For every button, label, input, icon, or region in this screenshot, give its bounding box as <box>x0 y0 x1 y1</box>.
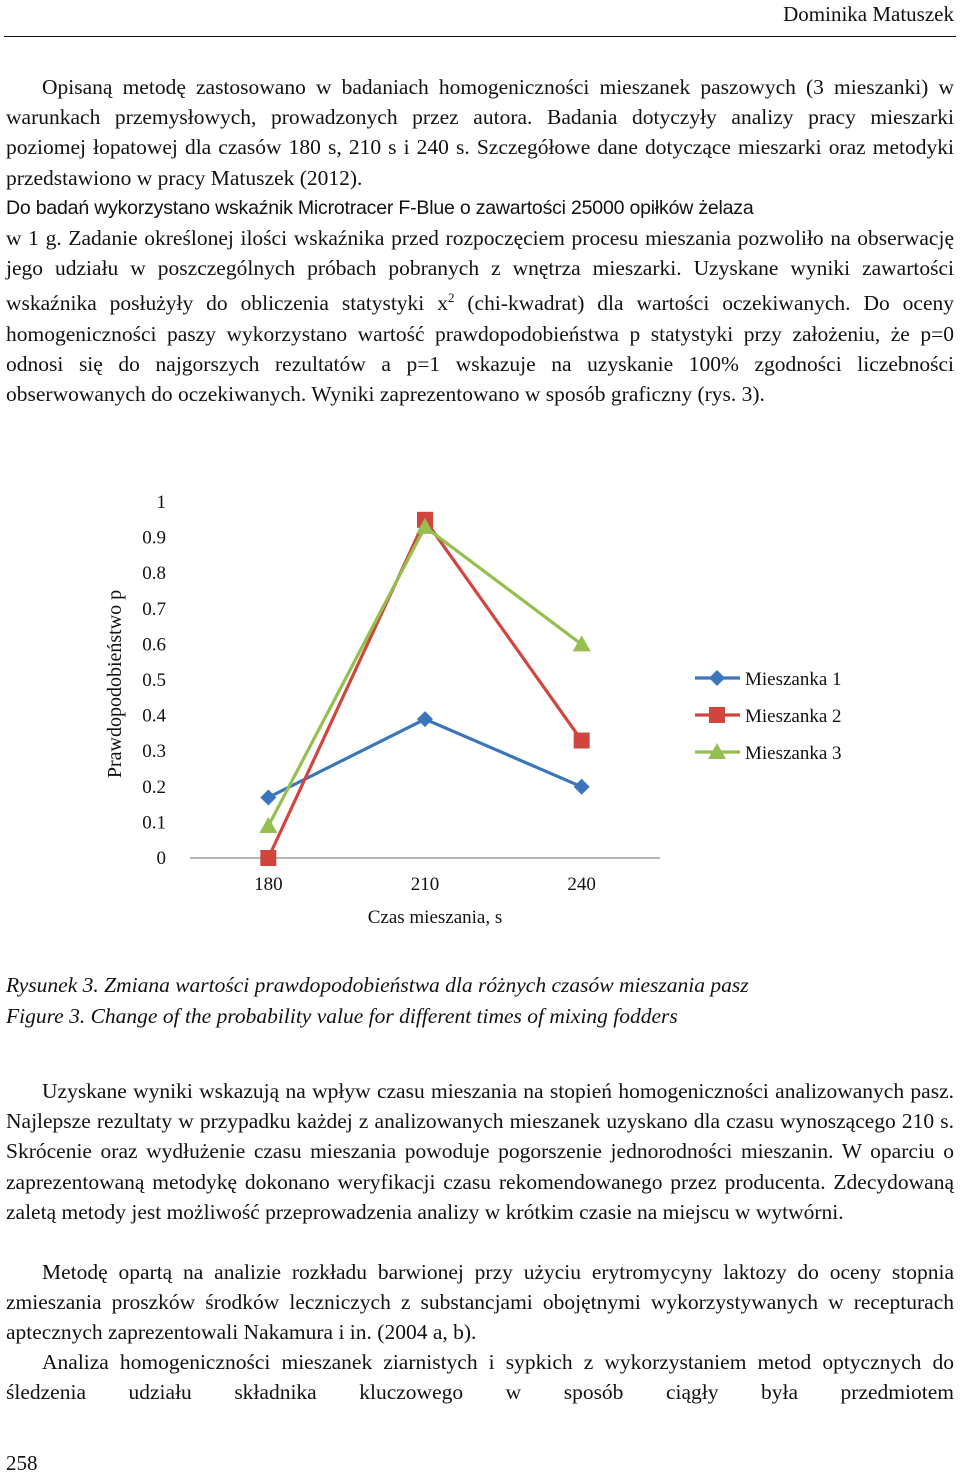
legend-item <box>695 706 842 727</box>
data-point <box>417 711 433 727</box>
data-point <box>574 779 590 795</box>
x-tick-label: 180 <box>254 874 283 895</box>
y-tick-label: 0.2 <box>142 776 166 798</box>
intro-text-after-sup: (chi-kwadrat) dla wartości oczekiwanych. Do oceny homogeniczności paszy wykorzystano wartość prawdopodobieństwa p statystyki przy założeniu, że p=0 odnosi się do najgorszych rezultatów a p=1 wskazuje na uzyskanie 100% zgodności liczebności obserwowanych do oczekiwanych. Wyniki zaprezentowano w sposób graficzny (rys. 3). <box>6 291 954 407</box>
legend-item <box>695 743 842 764</box>
header-author: Dominika Matuszek <box>783 2 954 26</box>
y-tick-label: 0.7 <box>142 598 166 620</box>
y-tick-label: 0.8 <box>142 563 166 585</box>
body-paragraph-4: Analiza homogeniczności mieszanek ziarnistych i sypkich z wykorzystaniem metod optycznych do śledzenia udziału składnika kluczowego w sposób ciągły była przedmiotem <box>6 1350 954 1405</box>
legend-item <box>695 669 842 690</box>
probability-chart <box>95 480 875 930</box>
intro-paragraph-1: Opisaną metodę zastosowano w badaniach homogeniczności mieszanek paszowych (3 mieszanki) w warunkach przemysłowych, prowadzonych przez autora. Badania dotyczyły analizy pracy mieszarki poziomej łopatowej dla czasów 180 s, 210 s i 240 s. Szczegółowe dane dotyczące mieszarki oraz metodyki przedstawiono w pracy Matuszek (2012). <box>6 75 954 190</box>
legend-label: Mieszanka 3 <box>745 743 842 764</box>
page-header <box>0 0 960 38</box>
data-point <box>574 733 590 749</box>
intro-text-before-sup: w 1 g. Zadanie określonej ilości wskaźnika przed rozpoczęciem procesu mieszania pozwoliło na obserwację jego udziału w poszczególnych próbach pobranych z wnętrza mieszarki. Uzyskane wyniki zawartości wskaźnika posłużyły do obliczenia statystyki x <box>6 226 954 316</box>
series-2 <box>260 512 589 866</box>
series-3 <box>259 518 590 833</box>
x-tick-label: 240 <box>567 874 596 895</box>
y-tick-label: 0 <box>156 848 166 869</box>
y-tick-label: 0.5 <box>142 670 166 691</box>
body-paragraph-2: Uzyskane wyniki wskazują na wpływ czasu mieszania na stopień homogeniczności analizowanych pasz. Najlepsze rezultaty w przypadku każdej z analizowanych mieszanek uzyskano dla czasu wynoszącego 210 s. Skrócenie oraz wydłużenie czasu mieszania powoduje pogorszenie jednorodności mieszanin. W oparciu o zaprezentowaną metodykę dokonano weryfikacji czasu rekomendowanego przez producenta. Zdecydowaną zaletą metody jest możliwość przeprowadzenia analizy w krótkim czasie na miejscu w wytwórni. <box>6 1079 954 1224</box>
y-axis-label: Prawdopodobieństwo p <box>104 589 126 779</box>
intro-superscript: 2 <box>447 290 455 306</box>
y-tick-label: 1 <box>156 492 166 513</box>
legend-marker <box>709 670 725 686</box>
x-axis-label: Czas mieszania, s <box>367 907 503 928</box>
y-tick-label: 0.6 <box>142 634 166 656</box>
chart-legend <box>695 669 842 764</box>
y-axis <box>142 492 166 869</box>
legend-label: Mieszanka 2 <box>745 706 842 727</box>
y-tick-label: 0.9 <box>142 527 166 549</box>
figure-caption-pl: Rysunek 3. Zmiana wartości prawdopodobieństwa dla różnych czasów mieszania pasz <box>6 973 749 997</box>
data-point <box>260 789 276 805</box>
figure-caption-en: Figure 3. Change of the probability value for different times of mixing fodders <box>6 1004 678 1028</box>
x-tick-label: 210 <box>410 874 440 895</box>
legend-label: Mieszanka 1 <box>745 669 842 690</box>
page-number: 258 <box>6 1451 38 1475</box>
data-point <box>259 817 277 833</box>
body-paragraph-3: Metodę opartą na analizie rozkładu barwionej przy użyciu erytromycyny laktozy do oceny stopnia zmieszania proszków środków leczniczych z substancjami obojętnymi wykorzystywanych w recepturach aptecznych zaprezentowali Nakamura i in. (2004 a, b). <box>6 1260 954 1345</box>
series-line <box>268 520 581 858</box>
y-tick-label: 0.4 <box>142 705 166 727</box>
data-point <box>260 850 276 866</box>
header-rule <box>4 36 956 37</box>
series-1 <box>260 711 589 805</box>
legend-marker <box>709 707 725 723</box>
y-tick-label: 0.1 <box>142 812 166 834</box>
y-tick-label: 0.3 <box>142 741 166 763</box>
intro-paragraph-1-sans: Do badań wykorzystano wskaźnik Microtracer F-Blue o zawartości 25000 opiłków żelaza <box>6 197 754 219</box>
plot-area <box>259 512 590 866</box>
intro-paragraph-1-cont <box>6 223 954 409</box>
